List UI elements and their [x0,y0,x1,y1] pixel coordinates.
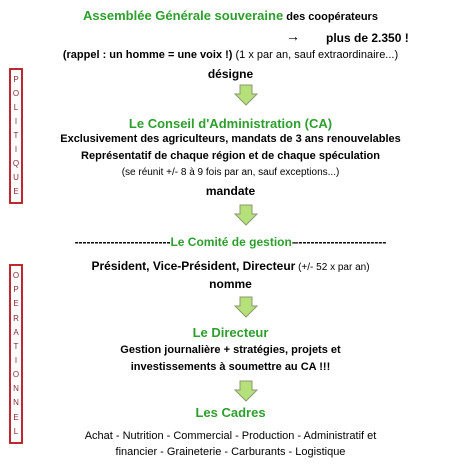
comite-dashes-right: –---------------------- [291,235,387,249]
assemblee-header [0,8,461,23]
conseil-line3: (se réunit +/- 8 à 9 fois par an, sauf exceptions...) [121,167,340,178]
side-letter: I [14,117,18,126]
arrow-right-icon: → [286,28,300,44]
side-letter: E [13,299,19,309]
side-letter: T [13,131,19,140]
comite-header [0,235,461,249]
side-letter: E [13,412,19,422]
side-letter: P [13,75,19,84]
side-letter: Q [12,159,20,168]
cadres-title: Les Cadres [195,405,266,420]
rappel-rest: (1 x par an, sauf extraordinaire...) [232,49,399,61]
side-letter: O [12,271,20,281]
directeur-line1: Gestion journalière + stratégies, projets et [120,344,341,356]
side-letter: I [14,145,18,154]
side-letter: T [13,341,19,351]
side-letter: N [13,384,19,394]
comite-dashes-left: ------------------------ [74,235,171,249]
operationnel-side-label [9,264,23,444]
down-arrow-icon [234,380,258,402]
side-letter: U [13,173,19,182]
side-letter: E [13,187,19,196]
directeur-title: Le Directeur [192,325,269,340]
conseil-title: Le Conseil d'Administration (CA) [128,116,333,131]
cadres-line1: Achat - Nutrition - Commercial - Production - Administratif et [84,430,377,442]
side-letter: A [13,327,19,337]
side-letter: L [13,103,19,112]
verb-nomme: nomme [209,277,252,291]
comite-members-line [0,259,461,273]
rappel-bold: (rappel : un homme = une voix !) [62,49,233,61]
side-letter: L [13,426,19,436]
comite-freq: (+/- 52 x par an) [295,262,370,273]
politique-side-label [9,68,23,204]
side-letter: P [13,285,19,295]
verb-mandate: mandate [205,184,256,198]
comite-title: Le Comité de gestion [170,235,292,249]
directeur-line2: investissements à soumettre au CA !!! [130,361,331,373]
down-arrow-icon [234,84,258,106]
rappel-line [0,49,461,61]
cooperator-count: plus de 2.350 ! [326,31,409,45]
down-arrow-icon [234,204,258,226]
side-letter: N [13,398,19,408]
down-arrow-icon [234,296,258,318]
side-letter: R [13,313,19,323]
comite-members: Président, Vice-Président, Directeur [91,259,296,273]
assemblee-suffix: des coopérateurs [283,11,378,23]
conseil-line2: Représentatif de chaque région et de chaque spéculation [81,150,380,162]
side-letter: O [12,89,20,98]
side-letter: O [12,370,20,380]
conseil-line1: Exclusivement des agriculteurs, mandats de 3 ans renouvelables [60,133,401,145]
side-letter: I [14,355,18,365]
verb-designe: désigne [207,67,254,81]
cadres-line2: financier - Graineterie - Carburants - Logistique [115,446,346,458]
assemblee-title: Assemblée Générale souveraine [83,8,284,23]
